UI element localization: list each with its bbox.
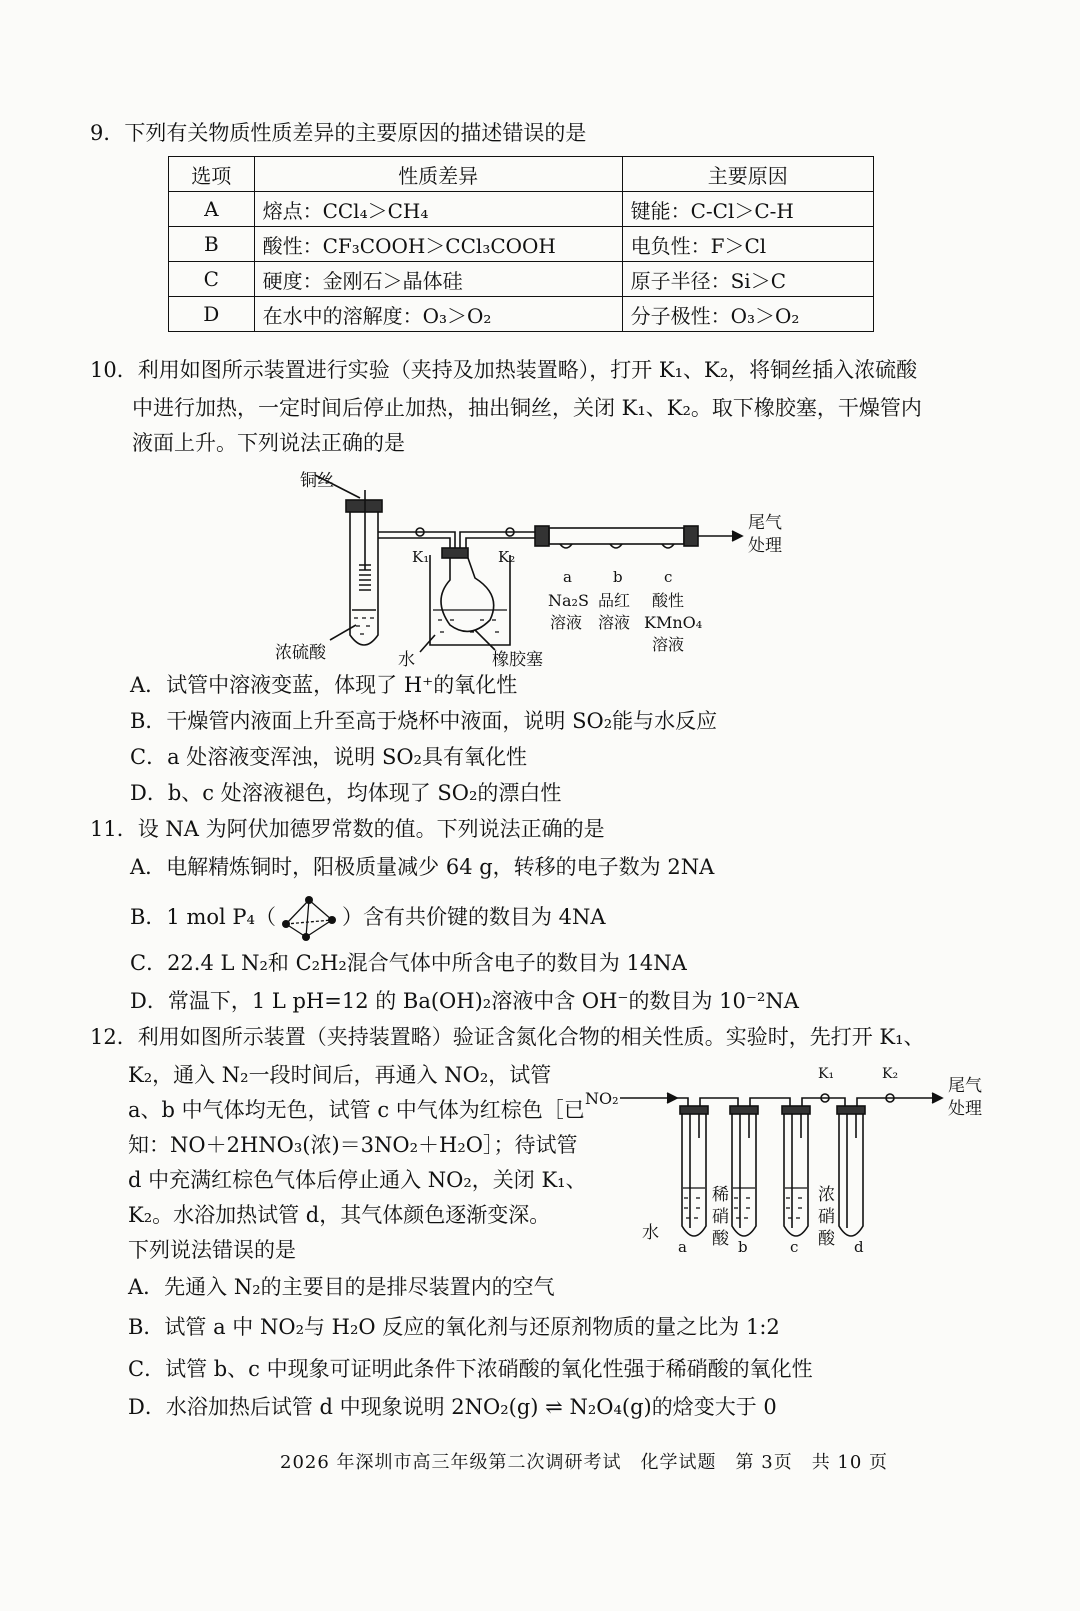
q11-option-a: A．电解精炼铜时，阳极质量减少 64 g，转移的电子数为 2NA (130, 855, 715, 879)
header-option: 选项 (169, 157, 255, 192)
row-reason: 原子半径：Si＞C (622, 262, 873, 297)
q11-option-c: C．22.4 L N₂和 C₂H₂混合气体中所含电子的数目为 14NA (130, 951, 687, 975)
q11-stem: 11．设 NA 为阿伏加德罗常数的值。下列说法正确的是 (90, 817, 605, 841)
label-tail-gas-1: 尾气 (748, 513, 782, 533)
table-row (169, 227, 874, 262)
label-no2: NO₂ (585, 1089, 619, 1108)
label-dilute-1: 稀 (712, 1185, 729, 1205)
label-b-solution-1: 品红 (598, 591, 631, 610)
q12-stem-line-2: K₂，通入 N₂一段时间后，再通入 NO₂，试管 (128, 1063, 552, 1087)
label-copper-wire: 铜丝 (300, 471, 334, 491)
table-header-row (169, 157, 874, 192)
q9-table (168, 156, 874, 332)
label-a-solution-2: 溶液 (550, 613, 583, 632)
label-tube-a: a (678, 1238, 687, 1256)
label-conc-3: 酸 (818, 1229, 835, 1249)
label-tail-gas-2: 处理 (748, 536, 782, 556)
label-tube-c: c (790, 1238, 799, 1256)
label-c-solution-1: 酸性 (652, 591, 685, 610)
label-dilute-2: 硝 (712, 1207, 729, 1227)
q12-stem-line-6: K₂。水浴加热试管 d，其气体颜色逐渐变深。 (128, 1203, 551, 1227)
q11-option-b-suffix: ）含有共价键的数目为 4NA (341, 905, 606, 929)
label-k1: K₁ (412, 548, 430, 566)
row-option: D (169, 297, 255, 332)
q12-stem-line-5: d 中充满红棕色气体后停止通入 NO₂，关闭 K₁、 (128, 1168, 587, 1192)
table-row (169, 262, 874, 297)
label-k2: K₂ (498, 548, 516, 566)
q12-stem-line-4: 知：NO＋2HNO₃(浓)＝3NO₂＋H₂O］；待试管 (128, 1133, 578, 1157)
label-k1: K₁ (818, 1066, 835, 1082)
q11-option-b-prefix: B．1 mol P₄（ (130, 905, 276, 929)
header-reason: 主要原因 (622, 157, 873, 192)
tube-d (839, 1114, 863, 1236)
row-reason: 电负性：F＞Cl (622, 227, 873, 262)
row-option: A (169, 192, 255, 227)
tube-stopper (346, 500, 382, 512)
label-a: a (563, 568, 572, 586)
label-tail-gas-2: 处理 (948, 1099, 982, 1119)
q12-stem-line-7: 下列说法错误的是 (128, 1238, 296, 1262)
q11-option-b (130, 902, 606, 932)
label-dilute-3: 酸 (712, 1229, 729, 1249)
label-b-solution-2: 溶液 (598, 613, 631, 632)
label-conc-2: 硝 (818, 1207, 835, 1227)
label-k2: K₂ (882, 1066, 899, 1082)
label-tail-gas-1: 尾气 (948, 1076, 982, 1096)
q10-stem-line-2: 中进行加热，一定时间后停止加热，抽出铜丝，关闭 K₁、K₂。取下橡胶塞，干燥管内 (132, 396, 922, 420)
label-c-solution-2: KMnO₄ (644, 613, 703, 632)
drying-bulb (441, 558, 494, 631)
q11-option-d: D．常温下，1 L pH=12 的 Ba(OH)₂溶液中含 OH⁻的数目为 10⁻²NA (130, 989, 799, 1013)
q12-stem-line-3: a、b 中气体均无色，试管 c 中气体为红棕色［已 (128, 1098, 585, 1122)
q12-apparatus-figure (580, 1058, 1000, 1258)
label-tube-d: d (854, 1238, 864, 1256)
label-conc-1: 浓 (818, 1185, 835, 1205)
row-reason: 分子极性：O₃＞O₂ (622, 297, 873, 332)
q9-stem: 9．下列有关物质性质差异的主要原因的描述错误的是 (90, 121, 587, 145)
label-rubber-stopper: 橡胶塞 (492, 650, 543, 670)
p4-tetrahedron-icon (278, 894, 340, 944)
label-c: c (664, 568, 673, 586)
leader-stopper (475, 630, 495, 650)
q10-option-d: D．b、c 处溶液褪色，均体现了 SO₂的漂白性 (130, 781, 562, 805)
row-property: 酸性：CF₃COOH＞CCl₃COOH (254, 227, 622, 262)
q10-option-a: A．试管中溶液变蓝，体现了 H⁺的氧化性 (130, 673, 518, 697)
reaction-tube (549, 528, 684, 544)
q10-apparatus-figure (270, 460, 800, 670)
row-property: 熔点：CCl₄＞CH₄ (254, 192, 622, 227)
header-property: 性质差异 (254, 157, 622, 192)
q10-stem-line-1: 10．利用如图所示装置进行实验（夹持及加热装置略），打开 K₁、K₂，将铜丝插入浓硫酸 (90, 358, 918, 382)
row-property: 在水中的溶解度：O₃＞O₂ (254, 297, 622, 332)
row-option: B (169, 227, 255, 262)
row-reason: 键能：C-Cl＞C-H (622, 192, 873, 227)
label-water: 水 (398, 650, 415, 670)
q10-option-c: C．a 处溶液变浑浊，说明 SO₂具有氧化性 (130, 745, 527, 769)
q12-option-d: D．水浴加热后试管 d 中现象说明 2NO₂(g) ⇌ N₂O₄(g)的焓变大于 0 (128, 1395, 777, 1419)
rubber-stopper (442, 548, 468, 558)
table-row (169, 192, 874, 227)
q12-option-c: C．试管 b、c 中现象可证明此条件下浓硝酸的氧化性强于稀硝酸的氧化性 (128, 1357, 813, 1381)
label-c-solution-3: 溶液 (652, 635, 685, 654)
q10-stem-line-3: 液面上升。下列说法正确的是 (132, 431, 405, 455)
q10-option-b: B．干燥管内液面上升至高于烧杯中液面，说明 SO₂能与水反应 (130, 709, 718, 733)
label-tube-b: b (738, 1238, 748, 1256)
label-a-solution-1: Na₂S (548, 591, 589, 610)
row-property: 硬度：金刚石＞晶体硅 (254, 262, 622, 297)
table-row (169, 297, 874, 332)
q12-stem-line-1: 12．利用如图所示装置（夹持装置略）验证含氮化合物的相关性质。实验时，先打开 K₁、 (90, 1025, 925, 1049)
leader-water (420, 635, 435, 652)
label-b: b (613, 568, 623, 586)
q12-option-a: A．先通入 N₂的主要目的是排尽装置内的空气 (128, 1275, 555, 1299)
row-option: C (169, 262, 255, 297)
label-conc-sulfuric: 浓硫酸 (275, 643, 326, 663)
page-footer: 2026 年深圳市高三年级第二次调研考试 化学试题 第 3页 共 10 页 (280, 1452, 889, 1473)
test-tube (350, 510, 378, 645)
q12-option-b: B．试管 a 中 NO₂与 H₂O 反应的氧化剂与还原剂物质的量之比为 1:2 (128, 1315, 780, 1339)
label-water: 水 (642, 1223, 659, 1243)
